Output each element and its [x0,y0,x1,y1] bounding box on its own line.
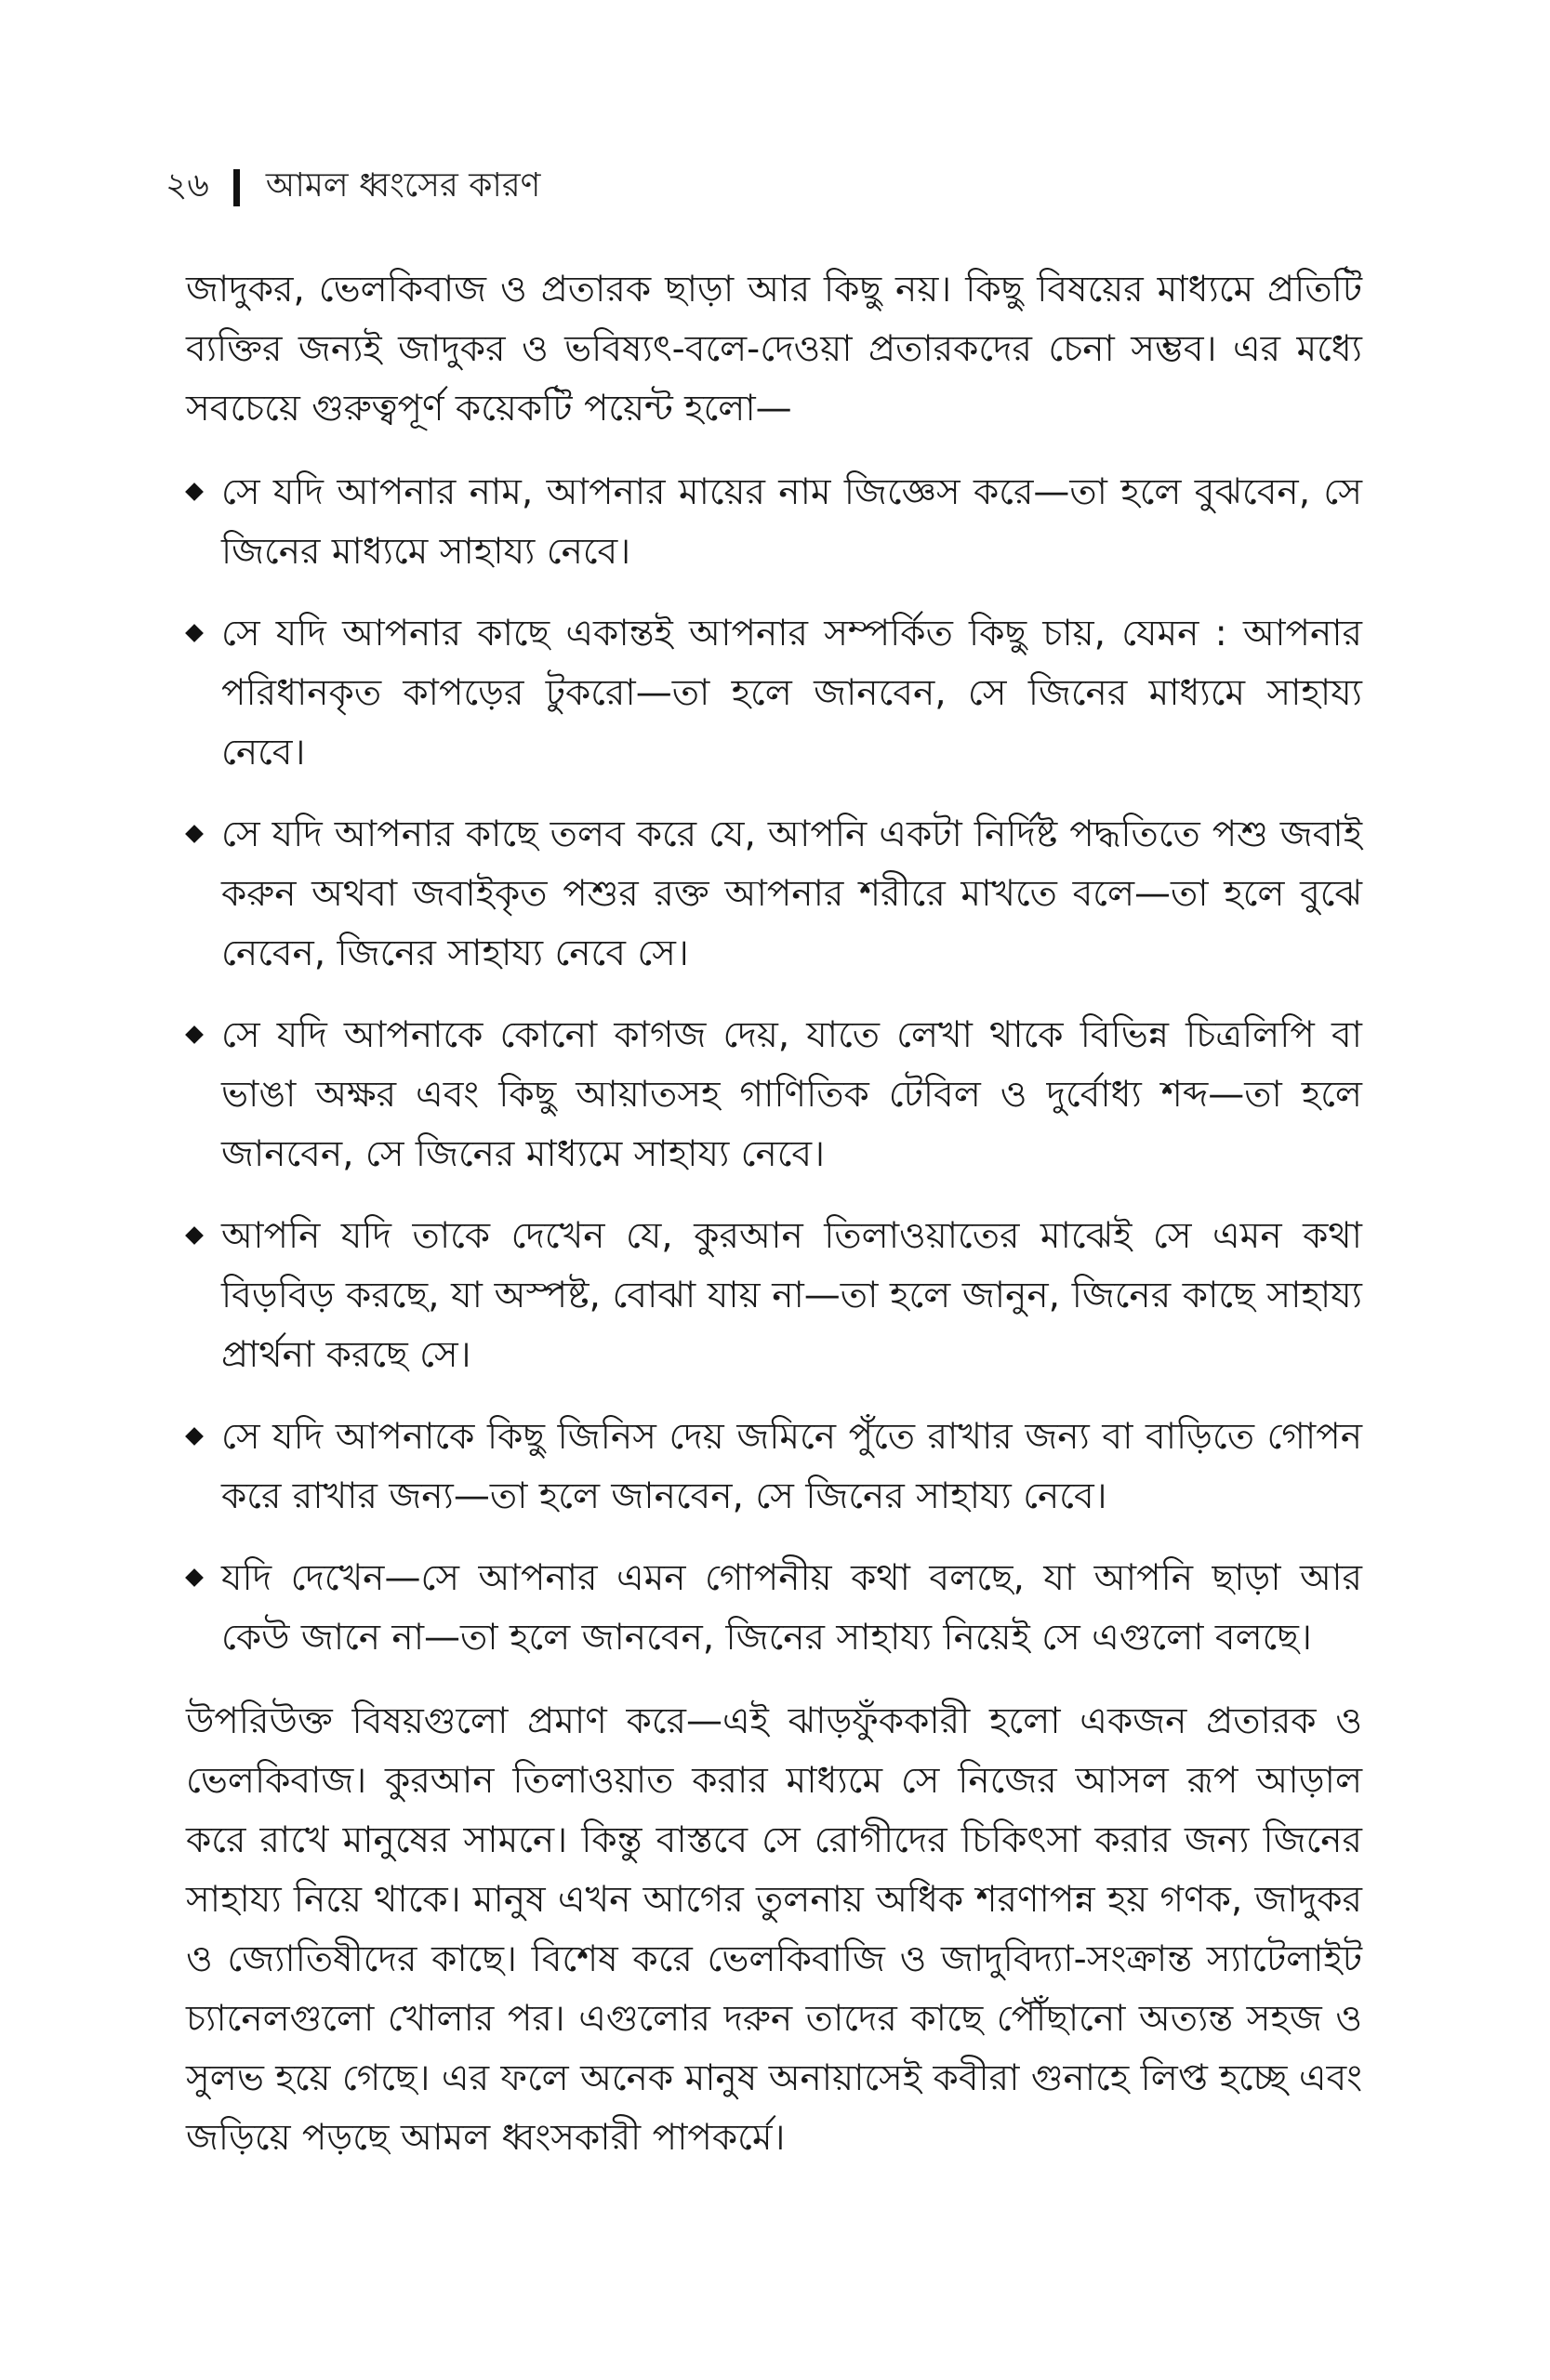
list-item-text: সে যদি আপনার কাছে একান্তই আপনার সম্পর্কিত কিছু চায়, যেমন : আপনার পরিধানকৃত কাপড়ের টুকরো—তা হলে জানবেন, সে জিনের মাধ্যমে সাহায্য নেবে। [221,613,1362,774]
list-item [186,1207,1362,1385]
list-item [186,1549,1362,1668]
diamond-bullet-icon [185,624,204,642]
book-title: আমল ধ্বংসের কারণ [265,166,541,205]
diamond-bullet-icon [185,1226,204,1245]
page-number: ২৬ [166,166,209,205]
list-item-text: সে যদি আপনার কাছে তলব করে যে, আপনি একটা নির্দিষ্ট পদ্ধতিতে পশু জবাই করুন অথবা জবাইকৃত পশুর রক্ত আপনার শরীরে মাখতে বলে—তা হলে বুঝে নেবেন, জিনের সাহায্য নেবে সে। [221,813,1362,974]
intro-paragraph: জাদুকর, ভেলকিবাজ ও প্রতারক ছাড়া আর কিছু নয়। কিছু বিষয়ের মাধ্যমে প্রতিটি ব্যক্তির জন্যই জাদুকর ও ভবিষ্যৎ-বলে-দেওয়া প্রতারকদের চেনা সম্ভব। এর মধ্যে সবচেয়ে গুরুত্বপূর্ণ কয়েকটি পয়েন্ট হলো— [186,269,1362,430]
diamond-bullet-icon [185,825,204,843]
running-header [166,160,540,216]
list-item-text: আপনি যদি তাকে দেখেন যে, কুরআন তিলাওয়াতের মাঝেই সে এমন কথা বিড়বিড় করছে, যা অস্পষ্ট, বোঝা যায় না—তা হলে জানুন, জিনের কাছে সাহায্য প্রার্থনা করছে সে। [221,1215,1362,1376]
diamond-bullet-icon [185,1025,204,1044]
bullet-list [186,463,1362,1668]
list-item [186,805,1362,984]
page-body [186,260,1362,2192]
list-item-text: যদি দেখেন—সে আপনার এমন গোপনীয় কথা বলছে, যা আপনি ছাড়া আর কেউ জানে না—তা হলে জানবেন, জিনের সাহায্য নিয়েই সে এগুলো বলছে। [221,1557,1362,1659]
conclusion-paragraph: উপরিউক্ত বিষয়গুলো প্রমাণ করে—এই ঝাড়ফুঁককারী হলো একজন প্রতারক ও ভেলকিবাজ। কুরআন তিলাওয়াত করার মাধ্যমে সে নিজের আসল রূপ আড়াল করে রাখে মানুষের সামনে। কিন্তু বাস্তবে সে রোগীদের চিকিৎসা করার জন্য জিনের সাহায্য নিয়ে থাকে। মানুষ এখন আগের তুলনায় অধিক শরণাপন্ন হয় গণক, জাদুকর ও জ্যোতিষীদের কাছে। বিশেষ করে ভেলকিবাজি ও জাদুবিদ্যা-সংক্রান্ত স্যাটেলাইট চ্যানেলগুলো খোলার পর। এগুলোর দরুন তাদের কাছে পৌঁছানো অত্যন্ত সহজ ও সুলভ হয়ে গেছে। এর ফলে অনেক মানুষ অনায়াসেই কবীরা গুনাহে লিপ্ত হচ্ছে এবং জড়িয়ে পড়ছে আমল ধ্বংসকারী পাপকর্মে। [186,1700,1362,2159]
diamond-bullet-icon [185,483,204,501]
list-item [186,463,1362,582]
list-item-text: সে যদি আপনাকে কোনো কাগজ দেয়, যাতে লেখা থাকে বিভিন্ন চিত্রলিপি বা ভাঙা অক্ষর এবং কিছু আয়াতসহ গাণিতিক টেবিল ও দুর্বোধ্য শব্দ—তা হলে জানবেন, সে জিনের মাধ্যমে সাহায্য নেবে। [221,1014,1362,1175]
list-item [186,1408,1362,1527]
list-item [186,604,1362,783]
list-item [186,1006,1362,1184]
diamond-bullet-icon [185,1568,204,1587]
list-item-text: সে যদি আপনাকে কিছু জিনিস দেয় জমিনে পুঁতে রাখার জন্য বা বাড়িতে গোপন করে রাখার জন্য—তা হলে জানবেন, সে জিনের সাহায্য নেবে। [221,1416,1362,1517]
diamond-bullet-icon [185,1427,204,1446]
header-divider [233,169,240,206]
list-item-text: সে যদি আপনার নাম, আপনার মায়ের নাম জিজ্ঞেস করে—তা হলে বুঝবেন, সে জিনের মাধ্যমে সাহায্য নেবে। [221,471,1362,573]
